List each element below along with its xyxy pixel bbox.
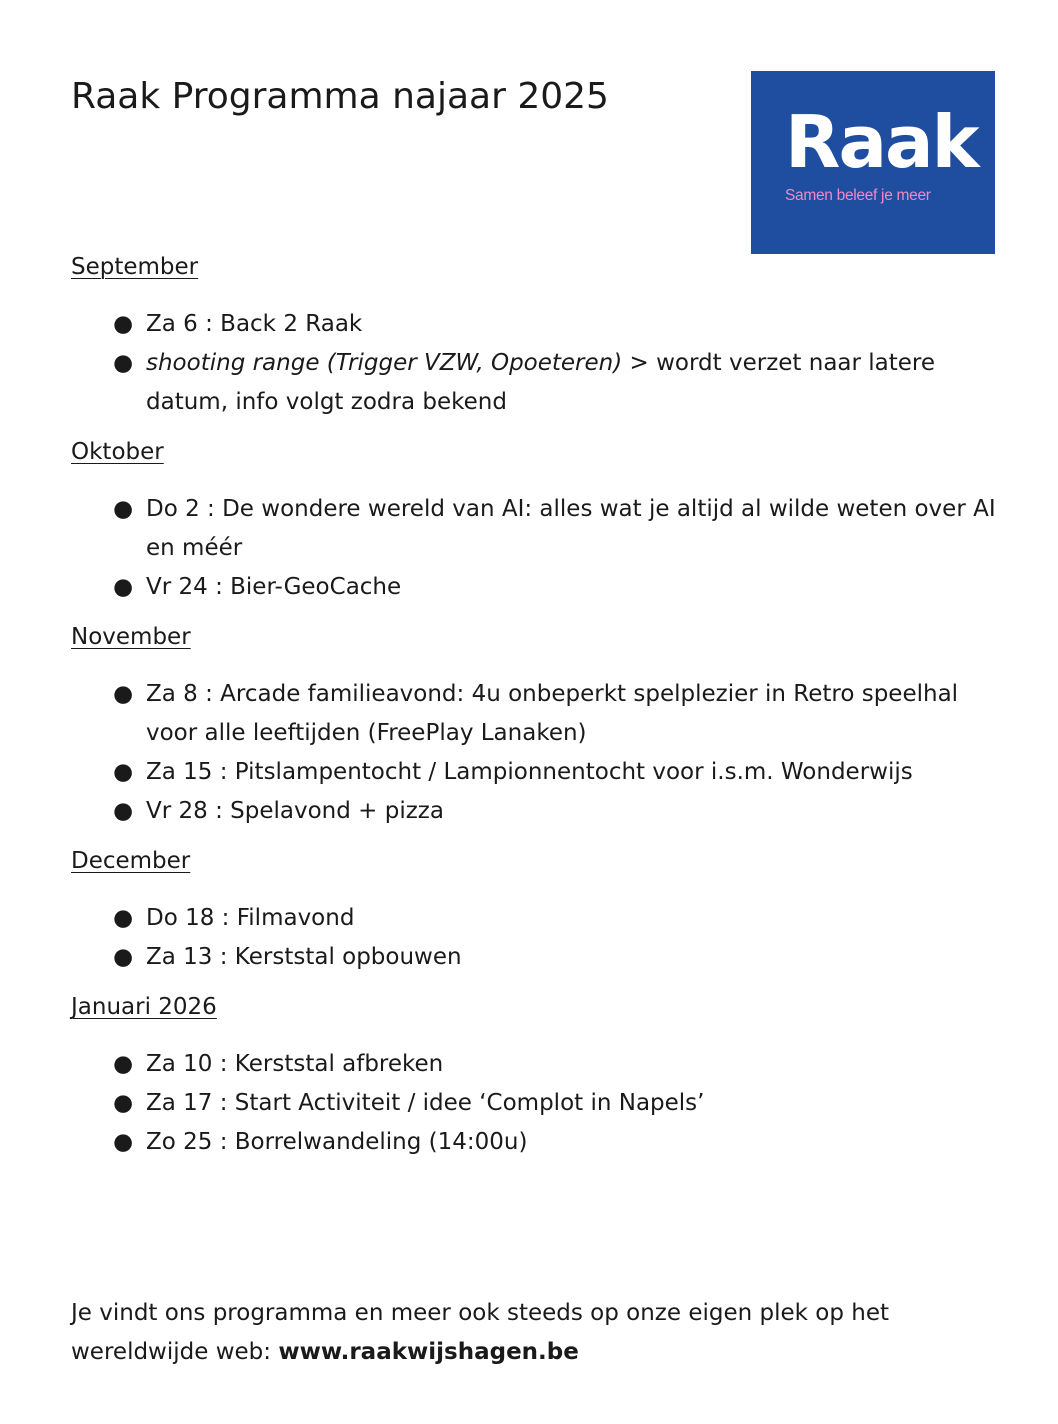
month-heading-december: December <box>71 848 191 874</box>
bullet-icon: ● <box>113 798 134 824</box>
bullet-icon: ● <box>113 1090 134 1116</box>
item-italic-text: shooting range (Trigger VZW, Opoeteren) <box>146 350 623 376</box>
november-list <box>71 675 1001 831</box>
september-list <box>71 305 1001 422</box>
item-text: Za 10 : Kerststal afbreken <box>146 1051 444 1077</box>
item-text: Zo 25 : Borrelwandeling (14:00u) <box>146 1129 528 1155</box>
list-item <box>71 899 1001 938</box>
item-text: Vr 28 : Spelavond + pizza <box>146 798 444 824</box>
bullet-icon: ● <box>113 496 134 522</box>
list-item <box>71 305 1001 344</box>
list-item <box>71 1123 1001 1162</box>
bullet-icon: ● <box>113 1129 134 1155</box>
list-item <box>71 568 1001 607</box>
footer-text: Je vindt ons programma en meer ook steeds op onze eigen plek op het wereldwijde web: <box>71 1300 890 1365</box>
bullet-icon: ● <box>113 759 134 785</box>
bullet-icon: ● <box>113 944 134 970</box>
list-item <box>71 753 1001 792</box>
list-item <box>71 1045 1001 1084</box>
page-title: Raak Programma najaar 2025 <box>71 76 609 117</box>
raak-logo <box>751 71 995 254</box>
item-text: Za 13 : Kerststal opbouwen <box>146 944 462 970</box>
bullet-icon: ● <box>113 350 134 376</box>
item-text: Za 6 : Back 2 Raak <box>146 311 363 337</box>
website-link[interactable]: www.raakwijshagen.be <box>278 1339 579 1365</box>
logo-wordmark: Raak <box>785 100 978 184</box>
list-item <box>71 1084 1001 1123</box>
item-text: Za 15 : Pitslampentocht / Lampionnentocht voor i.s.m. Wonderwijs <box>146 759 913 785</box>
bullet-icon: ● <box>113 681 134 707</box>
item-text: > wordt verzet naar latere datum, info volgt zodra bekend <box>146 350 936 415</box>
item-text: Za 17 : Start Activiteit / idee ‘Complot in Napels’ <box>146 1090 705 1116</box>
oktober-list <box>71 490 1001 607</box>
month-heading-november: November <box>71 624 191 650</box>
bullet-icon: ● <box>113 905 134 931</box>
item-text: Do 18 : Filmavond <box>146 905 355 931</box>
list-item <box>71 675 1001 753</box>
month-heading-oktober: Oktober <box>71 439 164 465</box>
bullet-icon: ● <box>113 1051 134 1077</box>
list-item <box>71 938 1001 977</box>
list-item <box>71 490 1001 568</box>
logo-tagline: Samen beleef je meer <box>785 187 931 204</box>
december-list <box>71 899 1001 977</box>
item-text: Do 2 : De wondere wereld van AI: alles wat je altijd al wilde weten over AI en méér <box>146 496 996 561</box>
item-text: Vr 24 : Bier-GeoCache <box>146 574 402 600</box>
item-text: Za 8 : Arcade familieavond: 4u onbeperkt spelplezier in Retro speelhal voor alle leeftijden (FreePlay Lanaken) <box>146 681 959 746</box>
month-heading-september: September <box>71 254 199 280</box>
list-item <box>71 344 1001 422</box>
footer-note <box>71 1294 1001 1372</box>
program-list <box>71 248 1001 1173</box>
bullet-icon: ● <box>113 574 134 600</box>
list-item <box>71 792 1001 831</box>
bullet-icon: ● <box>113 311 134 337</box>
month-heading-januari: Januari 2026 <box>71 994 217 1020</box>
januari-list <box>71 1045 1001 1162</box>
